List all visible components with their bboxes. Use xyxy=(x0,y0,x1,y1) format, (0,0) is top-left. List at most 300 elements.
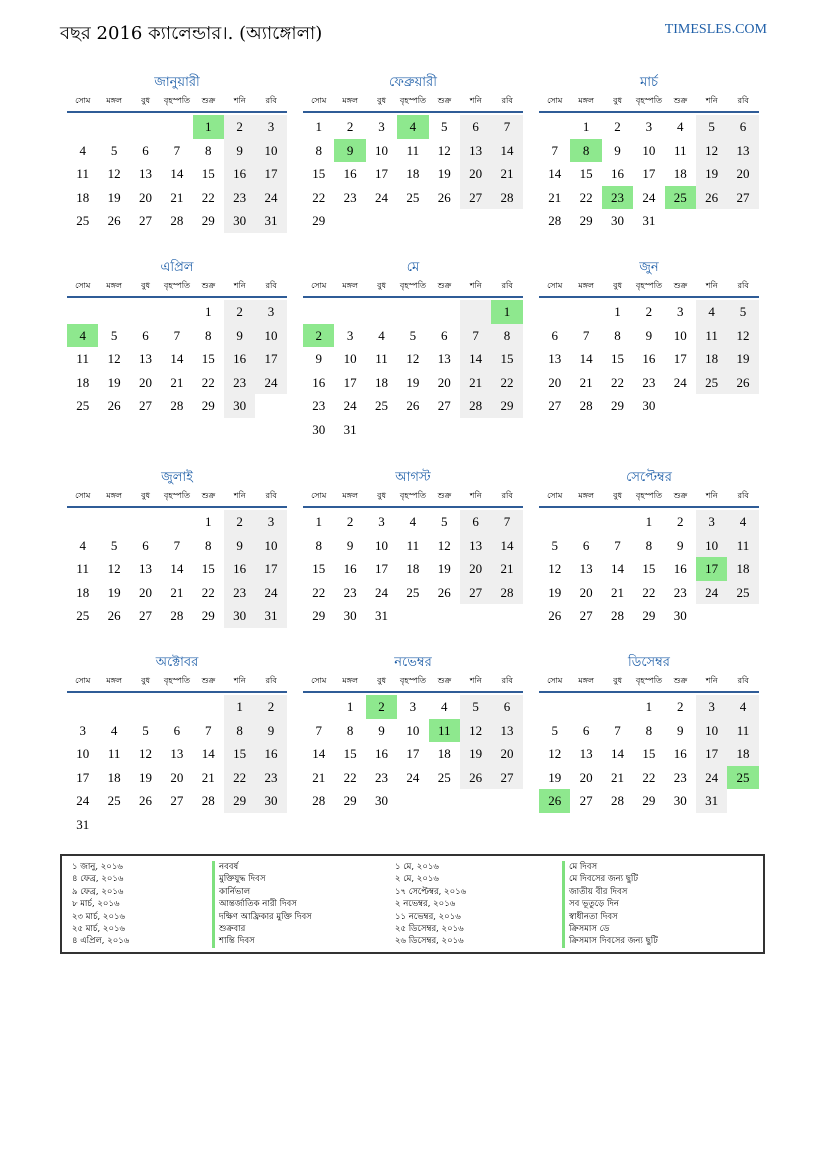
day-cell[interactable]: 19 xyxy=(107,374,121,390)
day-cell[interactable]: 2 xyxy=(645,304,653,319)
day-cell[interactable]: 24 xyxy=(343,398,357,413)
day-cell[interactable]: 28 xyxy=(491,581,522,605)
day-cell[interactable]: 30 xyxy=(343,608,357,623)
holiday-day-cell[interactable]: 2 xyxy=(366,695,397,719)
day-cell[interactable]: 28 xyxy=(610,793,624,808)
day-cell[interactable]: 22 xyxy=(579,189,593,205)
day-cell[interactable]: 15 xyxy=(491,347,522,371)
day-cell[interactable]: 25 xyxy=(406,584,420,600)
day-cell[interactable]: 30 xyxy=(673,793,687,808)
day-cell[interactable]: 12 xyxy=(107,561,121,576)
day-cell[interactable]: 14 xyxy=(548,166,562,181)
day-cell[interactable]: 20 xyxy=(138,189,152,205)
day-cell[interactable]: 16 xyxy=(673,746,687,761)
day-cell[interactable]: 16 xyxy=(642,351,656,366)
day-cell[interactable]: 12 xyxy=(548,561,562,576)
day-cell[interactable]: 13 xyxy=(170,746,184,761)
day-cell[interactable]: 14 xyxy=(460,347,491,371)
day-cell[interactable]: 28 xyxy=(610,608,624,623)
day-cell[interactable]: 30 xyxy=(610,213,624,228)
day-cell[interactable]: 16 xyxy=(343,166,357,181)
day-cell[interactable]: 14 xyxy=(170,561,184,576)
day-cell[interactable]: 23 xyxy=(642,374,656,390)
day-cell[interactable]: 13 xyxy=(491,719,522,743)
day-cell[interactable]: 9 xyxy=(645,327,653,343)
day-cell[interactable]: 8 xyxy=(614,327,621,343)
day-cell[interactable]: 1 xyxy=(224,695,255,719)
day-cell[interactable]: 3 xyxy=(677,304,684,319)
day-cell[interactable]: 1 xyxy=(205,514,212,529)
day-cell[interactable]: 2 xyxy=(224,115,255,139)
day-cell[interactable]: 29 xyxy=(224,789,255,813)
day-cell[interactable]: 1 xyxy=(315,119,322,134)
day-cell[interactable]: 29 xyxy=(491,394,522,418)
day-cell[interactable]: 11 xyxy=(696,324,727,348)
day-cell[interactable]: 19 xyxy=(548,769,562,785)
day-cell[interactable]: 5 xyxy=(551,722,558,738)
day-cell[interactable]: 1 xyxy=(315,514,322,529)
day-cell[interactable]: 17 xyxy=(255,347,286,371)
day-cell[interactable]: 6 xyxy=(441,327,448,343)
day-cell[interactable]: 15 xyxy=(201,561,215,576)
day-cell[interactable]: 8 xyxy=(205,142,212,158)
day-cell[interactable]: 22 xyxy=(610,374,624,390)
day-cell[interactable]: 26 xyxy=(107,608,121,623)
day-cell[interactable]: 16 xyxy=(673,561,687,576)
day-cell[interactable]: 15 xyxy=(201,351,215,366)
day-cell[interactable]: 31 xyxy=(76,816,90,832)
day-cell[interactable]: 29 xyxy=(610,398,624,413)
day-cell[interactable]: 25 xyxy=(374,398,388,413)
day-cell[interactable]: 4 xyxy=(677,119,684,134)
day-cell[interactable]: 31 xyxy=(255,604,286,628)
day-cell[interactable]: 17 xyxy=(374,166,388,181)
day-cell[interactable]: 12 xyxy=(696,139,727,163)
day-cell[interactable]: 26 xyxy=(548,608,562,623)
day-cell[interactable]: 8 xyxy=(205,537,212,553)
day-cell[interactable]: 7 xyxy=(614,722,621,738)
day-cell[interactable]: 5 xyxy=(441,119,448,134)
day-cell[interactable]: 18 xyxy=(107,769,121,785)
day-cell[interactable]: 16 xyxy=(610,166,624,181)
day-cell[interactable]: 6 xyxy=(142,327,149,343)
day-cell[interactable]: 18 xyxy=(76,189,90,205)
day-cell[interactable]: 22 xyxy=(642,769,656,785)
day-cell[interactable]: 8 xyxy=(205,327,212,343)
day-cell[interactable]: 20 xyxy=(138,374,152,390)
day-cell[interactable]: 31 xyxy=(255,209,286,233)
day-cell[interactable]: 14 xyxy=(610,561,624,576)
day-cell[interactable]: 12 xyxy=(107,351,121,366)
day-cell[interactable]: 9 xyxy=(255,719,286,743)
day-cell[interactable]: 15 xyxy=(312,561,326,576)
day-cell[interactable]: 29 xyxy=(579,213,593,228)
day-cell[interactable]: 27 xyxy=(491,766,522,790)
day-cell[interactable]: 25 xyxy=(76,398,90,413)
day-cell[interactable]: 4 xyxy=(378,327,385,343)
day-cell[interactable]: 13 xyxy=(579,746,593,761)
day-cell[interactable]: 14 xyxy=(491,139,522,163)
day-cell[interactable]: 21 xyxy=(491,162,522,186)
day-cell[interactable]: 3 xyxy=(696,510,727,534)
day-cell[interactable]: 27 xyxy=(138,608,152,623)
day-cell[interactable]: 3 xyxy=(255,300,286,324)
day-cell[interactable]: 6 xyxy=(460,115,491,139)
day-cell[interactable]: 1 xyxy=(346,699,354,714)
day-cell[interactable]: 6 xyxy=(582,722,590,738)
holiday-day-cell[interactable]: 9 xyxy=(334,139,365,163)
day-cell[interactable]: 15 xyxy=(224,742,255,766)
day-cell[interactable]: 26 xyxy=(107,213,121,228)
day-cell[interactable]: 11 xyxy=(107,746,121,761)
day-cell[interactable]: 24 xyxy=(255,186,286,210)
day-cell[interactable]: 19 xyxy=(548,584,562,600)
day-cell[interactable]: 21 xyxy=(170,374,184,390)
day-cell[interactable]: 13 xyxy=(138,561,152,576)
day-cell[interactable]: 25 xyxy=(437,769,451,785)
day-cell[interactable]: 24 xyxy=(642,189,656,205)
day-cell[interactable]: 23 xyxy=(374,769,388,785)
day-cell[interactable]: 20 xyxy=(579,769,593,785)
day-cell[interactable]: 8 xyxy=(315,142,322,158)
day-cell[interactable]: 27 xyxy=(548,398,562,413)
day-cell[interactable]: 19 xyxy=(406,374,420,390)
day-cell[interactable]: 27 xyxy=(460,186,491,210)
day-cell[interactable]: 5 xyxy=(110,537,118,553)
day-cell[interactable]: 15 xyxy=(610,351,624,366)
day-cell[interactable]: 3 xyxy=(255,510,286,534)
day-cell[interactable]: 24 xyxy=(406,769,420,785)
day-cell[interactable]: 3 xyxy=(378,514,385,529)
day-cell[interactable]: 7 xyxy=(491,510,522,534)
day-cell[interactable]: 7 xyxy=(460,324,491,348)
day-cell[interactable]: 7 xyxy=(173,327,181,343)
day-cell[interactable]: 22 xyxy=(343,769,357,785)
day-cell[interactable]: 12 xyxy=(107,166,121,181)
holiday-day-cell[interactable]: 25 xyxy=(665,186,696,210)
day-cell[interactable]: 18 xyxy=(673,166,687,181)
day-cell[interactable]: 25 xyxy=(727,581,758,605)
holiday-day-cell[interactable]: 4 xyxy=(67,324,98,348)
day-cell[interactable]: 26 xyxy=(460,766,491,790)
day-cell[interactable]: 14 xyxy=(610,746,624,761)
day-cell[interactable]: 27 xyxy=(579,608,593,623)
day-cell[interactable]: 17 xyxy=(642,166,656,181)
day-cell[interactable]: 10 xyxy=(255,534,286,558)
day-cell[interactable]: 8 xyxy=(346,722,354,738)
day-cell[interactable]: 20 xyxy=(579,584,593,600)
day-cell[interactable]: 17 xyxy=(673,351,687,366)
day-cell[interactable]: 9 xyxy=(378,722,385,738)
day-cell[interactable]: 12 xyxy=(548,746,562,761)
day-cell[interactable]: 7 xyxy=(173,142,181,158)
day-cell[interactable]: 21 xyxy=(201,769,215,785)
day-cell[interactable]: 23 xyxy=(673,584,687,600)
day-cell[interactable]: 6 xyxy=(142,537,149,553)
day-cell[interactable]: 23 xyxy=(224,371,255,395)
day-cell[interactable]: 30 xyxy=(224,604,255,628)
day-cell[interactable]: 24 xyxy=(255,371,286,395)
day-cell[interactable]: 27 xyxy=(727,186,758,210)
day-cell[interactable]: 29 xyxy=(312,608,326,623)
day-cell[interactable]: 6 xyxy=(173,722,181,738)
day-cell[interactable]: 2 xyxy=(346,119,354,134)
day-cell[interactable]: 23 xyxy=(312,398,326,413)
day-cell[interactable]: 13 xyxy=(548,351,562,366)
day-cell[interactable]: 27 xyxy=(138,213,152,228)
day-cell[interactable]: 26 xyxy=(107,398,121,413)
day-cell[interactable]: 7 xyxy=(315,722,322,738)
day-cell[interactable]: 20 xyxy=(548,374,562,390)
day-cell[interactable]: 1 xyxy=(582,119,590,134)
day-cell[interactable]: 26 xyxy=(437,189,451,205)
day-cell[interactable]: 18 xyxy=(727,557,758,581)
day-cell[interactable]: 6 xyxy=(460,510,491,534)
day-cell[interactable]: 3 xyxy=(378,119,385,134)
day-cell[interactable]: 16 xyxy=(224,347,255,371)
day-cell[interactable]: 31 xyxy=(343,421,357,437)
day-cell[interactable]: 15 xyxy=(312,166,326,181)
day-cell[interactable]: 24 xyxy=(673,374,687,390)
day-cell[interactable]: 21 xyxy=(312,769,326,785)
day-cell[interactable]: 26 xyxy=(437,584,451,600)
day-cell[interactable]: 23 xyxy=(343,584,357,600)
day-cell[interactable]: 23 xyxy=(673,769,687,785)
holiday-day-cell[interactable]: 11 xyxy=(429,719,460,743)
day-cell[interactable]: 10 xyxy=(406,722,420,738)
day-cell[interactable]: 15 xyxy=(201,166,215,181)
day-cell[interactable]: 30 xyxy=(642,398,656,413)
day-cell[interactable]: 17 xyxy=(374,561,388,576)
day-cell[interactable]: 31 xyxy=(642,213,656,228)
day-cell[interactable]: 10 xyxy=(696,719,727,743)
day-cell[interactable]: 11 xyxy=(727,719,758,743)
day-cell[interactable]: 5 xyxy=(551,537,558,553)
day-cell[interactable]: 15 xyxy=(579,166,593,181)
day-cell[interactable]: 21 xyxy=(170,189,184,205)
day-cell[interactable]: 13 xyxy=(460,139,491,163)
day-cell[interactable]: 13 xyxy=(460,534,491,558)
holiday-day-cell[interactable]: 17 xyxy=(696,557,727,581)
day-cell[interactable]: 7 xyxy=(491,115,522,139)
day-cell[interactable]: 26 xyxy=(727,371,758,395)
day-cell[interactable]: 29 xyxy=(201,608,215,623)
day-cell[interactable]: 11 xyxy=(727,534,758,558)
day-cell[interactable]: 23 xyxy=(224,186,255,210)
day-cell[interactable]: 28 xyxy=(312,793,326,808)
day-cell[interactable]: 10 xyxy=(76,746,90,761)
day-cell[interactable]: 27 xyxy=(170,793,184,808)
day-cell[interactable]: 24 xyxy=(374,189,388,205)
day-cell[interactable]: 7 xyxy=(582,327,590,343)
day-cell[interactable]: 4 xyxy=(110,722,118,738)
day-cell[interactable]: 3 xyxy=(255,115,286,139)
day-cell[interactable]: 22 xyxy=(312,584,326,600)
day-cell[interactable]: 27 xyxy=(579,793,593,808)
day-cell[interactable]: 10 xyxy=(255,324,286,348)
day-cell[interactable]: 22 xyxy=(224,766,255,790)
day-cell[interactable]: 10 xyxy=(673,327,687,343)
day-cell[interactable]: 2 xyxy=(677,514,684,529)
holiday-day-cell[interactable]: 1 xyxy=(193,115,224,139)
day-cell[interactable]: 10 xyxy=(696,534,727,558)
day-cell[interactable]: 20 xyxy=(138,584,152,600)
day-cell[interactable]: 4 xyxy=(79,537,86,553)
day-cell[interactable]: 13 xyxy=(437,351,451,366)
day-cell[interactable]: 2 xyxy=(677,699,684,714)
day-cell[interactable]: 18 xyxy=(374,374,388,390)
day-cell[interactable]: 21 xyxy=(579,374,593,390)
day-cell[interactable]: 12 xyxy=(437,142,451,158)
day-cell[interactable]: 21 xyxy=(170,584,184,600)
holiday-day-cell[interactable]: 23 xyxy=(602,186,633,210)
day-cell[interactable]: 28 xyxy=(201,793,215,808)
day-cell[interactable]: 17 xyxy=(343,374,357,390)
day-cell[interactable]: 29 xyxy=(201,398,215,413)
day-cell[interactable]: 18 xyxy=(727,742,758,766)
day-cell[interactable]: 20 xyxy=(460,557,491,581)
day-cell[interactable]: 4 xyxy=(727,510,758,534)
day-cell[interactable]: 5 xyxy=(409,327,417,343)
day-cell[interactable]: 15 xyxy=(343,746,357,761)
day-cell[interactable]: 30 xyxy=(224,394,255,418)
day-cell[interactable]: 25 xyxy=(406,189,420,205)
day-cell[interactable]: 5 xyxy=(441,514,448,529)
day-cell[interactable]: 25 xyxy=(107,793,121,808)
day-cell[interactable]: 5 xyxy=(110,327,118,343)
day-cell[interactable]: 9 xyxy=(677,722,684,738)
day-cell[interactable]: 14 xyxy=(579,351,593,366)
day-cell[interactable]: 9 xyxy=(677,537,684,553)
day-cell[interactable]: 29 xyxy=(343,793,357,808)
day-cell[interactable]: 26 xyxy=(138,793,152,808)
day-cell[interactable]: 19 xyxy=(107,189,121,205)
day-cell[interactable]: 24 xyxy=(696,766,727,790)
day-cell[interactable]: 15 xyxy=(642,561,656,576)
day-cell[interactable]: 8 xyxy=(645,722,653,738)
day-cell[interactable]: 9 xyxy=(224,324,255,348)
day-cell[interactable]: 19 xyxy=(727,347,758,371)
day-cell[interactable]: 30 xyxy=(673,608,687,623)
day-cell[interactable]: 4 xyxy=(409,514,417,529)
day-cell[interactable]: 2 xyxy=(255,695,286,719)
day-cell[interactable]: 4 xyxy=(441,699,448,714)
day-cell[interactable]: 7 xyxy=(173,537,181,553)
day-cell[interactable]: 28 xyxy=(548,213,562,228)
day-cell[interactable]: 23 xyxy=(224,581,255,605)
day-cell[interactable]: 22 xyxy=(201,374,215,390)
day-cell[interactable]: 16 xyxy=(312,374,326,390)
day-cell[interactable]: 17 xyxy=(76,769,90,785)
day-cell[interactable]: 24 xyxy=(696,581,727,605)
day-cell[interactable]: 1 xyxy=(614,304,621,319)
day-cell[interactable]: 16 xyxy=(224,162,255,186)
day-cell[interactable]: 21 xyxy=(548,189,562,205)
day-cell[interactable]: 25 xyxy=(76,213,90,228)
day-cell[interactable]: 2 xyxy=(346,514,354,529)
day-cell[interactable]: 14 xyxy=(312,746,326,761)
day-cell[interactable]: 17 xyxy=(696,742,727,766)
holiday-day-cell[interactable]: 2 xyxy=(303,324,334,348)
day-cell[interactable]: 9 xyxy=(346,537,354,553)
day-cell[interactable]: 2 xyxy=(224,510,255,534)
day-cell[interactable]: 12 xyxy=(460,719,491,743)
holiday-day-cell[interactable]: 26 xyxy=(539,789,570,813)
day-cell[interactable]: 10 xyxy=(374,537,388,553)
day-cell[interactable]: 13 xyxy=(138,166,152,181)
day-cell[interactable]: 19 xyxy=(107,584,121,600)
day-cell[interactable]: 16 xyxy=(224,557,255,581)
day-cell[interactable]: 8 xyxy=(224,719,255,743)
day-cell[interactable]: 18 xyxy=(406,166,420,181)
day-cell[interactable]: 28 xyxy=(170,213,184,228)
day-cell[interactable]: 31 xyxy=(374,608,388,623)
day-cell[interactable]: 8 xyxy=(491,324,522,348)
day-cell[interactable]: 21 xyxy=(460,371,491,395)
day-cell[interactable]: 22 xyxy=(201,189,215,205)
day-cell[interactable]: 28 xyxy=(170,608,184,623)
day-cell[interactable]: 13 xyxy=(579,561,593,576)
day-cell[interactable]: 17 xyxy=(255,557,286,581)
day-cell[interactable]: 9 xyxy=(224,534,255,558)
day-cell[interactable]: 30 xyxy=(312,421,326,437)
day-cell[interactable]: 14 xyxy=(170,351,184,366)
day-cell[interactable]: 6 xyxy=(582,537,590,553)
day-cell[interactable]: 8 xyxy=(645,537,653,553)
day-cell[interactable]: 18 xyxy=(696,347,727,371)
day-cell[interactable]: 11 xyxy=(406,537,420,553)
day-cell[interactable]: 3 xyxy=(696,695,727,719)
day-cell[interactable]: 12 xyxy=(406,351,420,366)
day-cell[interactable]: 14 xyxy=(491,534,522,558)
day-cell[interactable]: 18 xyxy=(76,374,90,390)
day-cell[interactable]: 19 xyxy=(138,769,152,785)
day-cell[interactable]: 28 xyxy=(579,398,593,413)
day-cell[interactable]: 12 xyxy=(727,324,758,348)
day-cell[interactable]: 26 xyxy=(696,186,727,210)
day-cell[interactable]: 29 xyxy=(642,793,656,808)
day-cell[interactable]: 5 xyxy=(460,695,491,719)
day-cell[interactable]: 7 xyxy=(205,722,212,738)
day-cell[interactable]: 25 xyxy=(696,371,727,395)
day-cell[interactable]: 29 xyxy=(642,608,656,623)
day-cell[interactable]: 4 xyxy=(696,300,727,324)
day-cell[interactable]: 21 xyxy=(491,557,522,581)
day-cell[interactable]: 9 xyxy=(614,142,621,158)
day-cell[interactable]: 14 xyxy=(170,166,184,181)
day-cell[interactable]: 3 xyxy=(346,327,354,343)
day-cell[interactable]: 30 xyxy=(374,793,388,808)
day-cell[interactable]: 11 xyxy=(406,142,420,158)
day-cell[interactable]: 19 xyxy=(460,742,491,766)
day-cell[interactable]: 9 xyxy=(224,139,255,163)
day-cell[interactable]: 16 xyxy=(374,746,388,761)
day-cell[interactable]: 31 xyxy=(696,789,727,813)
day-cell[interactable]: 11 xyxy=(76,166,89,181)
day-cell[interactable]: 20 xyxy=(727,162,758,186)
day-cell[interactable]: 20 xyxy=(170,769,184,785)
day-cell[interactable]: 11 xyxy=(76,351,89,366)
day-cell[interactable]: 8 xyxy=(315,537,322,553)
day-cell[interactable]: 24 xyxy=(255,581,286,605)
holiday-day-cell[interactable]: 1 xyxy=(491,300,522,324)
day-cell[interactable]: 29 xyxy=(201,213,215,228)
day-cell[interactable]: 21 xyxy=(610,584,624,600)
day-cell[interactable]: 27 xyxy=(437,398,451,413)
day-cell[interactable]: 2 xyxy=(224,300,255,324)
day-cell[interactable]: 18 xyxy=(437,746,451,761)
day-cell[interactable]: 25 xyxy=(76,608,90,623)
